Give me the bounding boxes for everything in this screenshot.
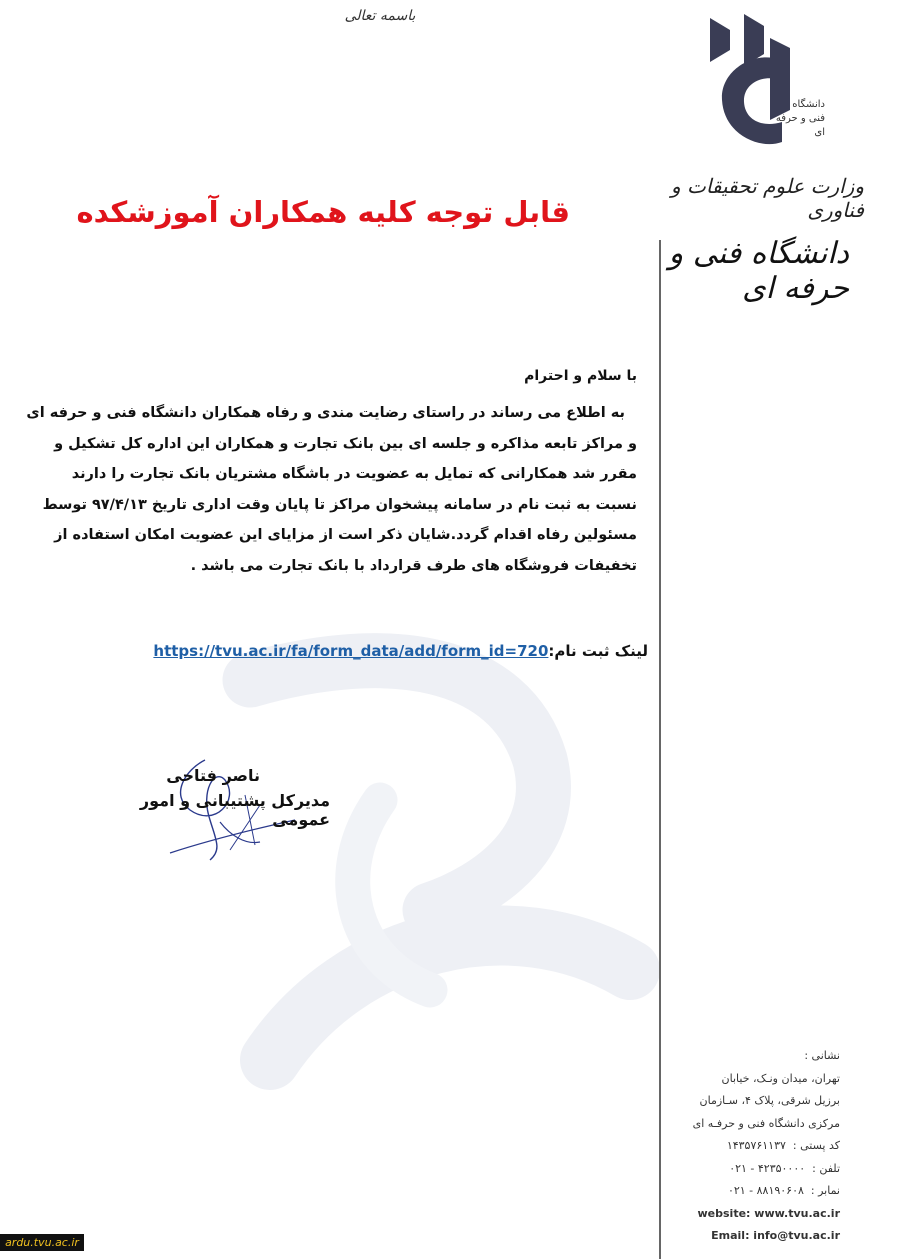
address-line: تهران، میدان ونـک، خیابان <box>721 1071 840 1085</box>
registration-link[interactable]: https://tvu.ac.ir/fa/form_data/add/form_id=720 <box>153 642 549 660</box>
address-line: مرکزی دانشگاه فنی و حرفـه ای <box>692 1116 840 1130</box>
body-line: نسبت به ثبت نام در سامانه پیشخوان مراکز تا پایان وقت اداری تاریخ ۹۷/۴/۱۳ توسط <box>42 496 637 513</box>
logo-caption-line: دانشگاه <box>792 99 825 110</box>
sidebar-divider <box>659 240 661 1259</box>
source-badge: ardu.tvu.ac.ir <box>0 1234 84 1251</box>
page-title: قابل توجه کلیه همکاران آموزشکده <box>76 195 570 229</box>
basmala: باسمه تعالی <box>344 8 416 24</box>
address-block <box>670 1045 840 1248</box>
signer-title: مدیرکل پشتیبانی و امور عمومی <box>139 791 330 829</box>
ministry-name: وزارت علوم تحقیقات و فناوری <box>670 174 864 222</box>
phone-number: ۰۲۱ - ۴۲۳۵۰۰۰۰ <box>729 1161 806 1175</box>
postal-code: ۱۴۳۵۷۶۱۱۳۷ <box>726 1139 786 1152</box>
body-line: و مراکز تابعه مذاکره و جلسه ای بین بانک تجارت و همکاران این اداره کل تشکیل و <box>54 435 637 452</box>
logo-caption-line: فنی و حرفه ای <box>775 113 825 138</box>
fax-row <box>670 1180 840 1203</box>
website: website: www.tvu.ac.ir <box>697 1206 840 1220</box>
fax-number: ۰۲۱ - ۸۸۱۹۰۶۰۸ <box>727 1184 804 1197</box>
postal-label: کد پستی : <box>792 1139 840 1152</box>
body-line: تخفیفات فروشگاه های طرف قرارداد با بانک تجارت می باشد . <box>190 557 637 574</box>
signer-name: ناصر فتاحی <box>166 766 260 785</box>
postal-code-row <box>670 1135 840 1158</box>
salutation: با سلام و احترام <box>524 368 637 384</box>
phone-row <box>670 1158 840 1181</box>
registration-link-label: لینک ثبت نام: <box>548 642 648 660</box>
logo-caption <box>765 98 825 140</box>
fax-label: نمابر : <box>810 1184 840 1197</box>
body-line: مقرر شد همکارانی که تمایل به عضویت در باشگاه مشتریان بانک تجارت را دارند <box>71 466 637 482</box>
body-line: به اطلاع می رساند در راستای رضایت مندی و رفاه همکاران دانشگاه فنی و حرفه ای <box>26 405 625 421</box>
letter-body <box>26 398 637 581</box>
body-line: مسئولین رفاه اقدام گردد.شایان ذکر است از مزایای این عضویت امکان استفاده از <box>54 527 637 543</box>
address-label: نشانی : <box>804 1049 840 1062</box>
email: Email: info@tvu.ac.ir <box>711 1229 840 1242</box>
address-line: برزیل شرقی، پلاک ۴، سـازمان <box>699 1094 840 1107</box>
registration-link-row <box>120 642 648 660</box>
university-name: دانشگاه فنی و حرفه ای <box>668 236 849 306</box>
phone-label: تلفن : <box>812 1161 840 1175</box>
